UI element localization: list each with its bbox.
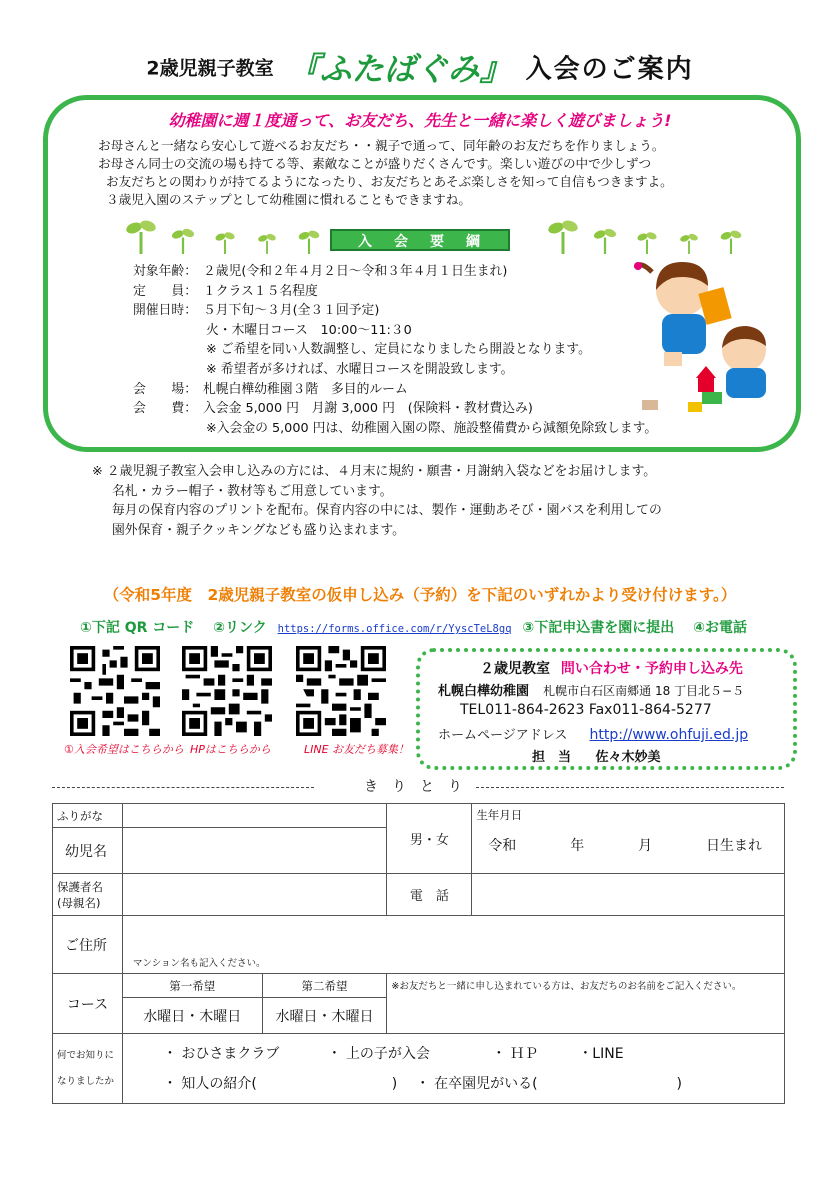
contact-title-line — [480, 658, 743, 678]
month-label: 月 — [638, 838, 653, 854]
fee-label: 会 費： — [133, 401, 197, 417]
mansion-note: マンション名も記入ください。 — [132, 958, 266, 969]
option-acquaintance[interactable]: ・ 知人の紹介( — [162, 1075, 257, 1092]
intro-line: お母さんと一緒なら安心して遊べるお友だち・・親子で通って、同年齢のお友だちを作りましょう。 — [98, 138, 665, 153]
address-label: ご住所 — [53, 916, 123, 974]
homepage-link[interactable]: http://www.ohfuji.ed.jp — [589, 727, 749, 743]
age-value: ２歳児(令和２年４月２日～令和３年４月１日生まれ) — [203, 264, 508, 279]
note-line: 園外保育・親子クッキングなども盛り込まれます。 — [112, 522, 405, 538]
schedule-value: ５月下旬～３月(全３１回予定) — [203, 303, 380, 319]
sprout-icon — [294, 226, 324, 254]
sprout-icon — [168, 224, 198, 254]
schedule-note-2: ※ 希望者が多ければ、水曜日コースを開設致します。 — [206, 361, 514, 377]
guardian-field[interactable] — [122, 874, 386, 916]
class-name: 『ふたばぐみ』 — [287, 50, 512, 88]
note-line: 名札・カラー帽子・教材等もご用意しています。 — [112, 483, 393, 499]
source-options-row-2 — [163, 1069, 780, 1099]
source-question — [53, 1034, 123, 1104]
title-suffix: 入会のご案内 — [525, 54, 694, 85]
application-methods — [80, 617, 747, 637]
child-name-label: 幼児名 — [53, 828, 123, 874]
qr-code-line[interactable] — [296, 646, 386, 736]
sprout-icon — [548, 214, 578, 254]
sprout-row-left — [126, 208, 324, 254]
person-line — [532, 746, 661, 765]
era-label: 令和 — [488, 838, 517, 854]
requirements-details — [133, 262, 657, 438]
contact-org: ２歳児教室 — [480, 661, 550, 677]
fee-note: ※入会金の 5,000 円は、幼稚園入園の際、施設整備費から減額免除致します。 — [206, 420, 658, 436]
guardian-cell — [53, 874, 123, 916]
cut-line — [0, 776, 840, 800]
qr-code-application[interactable] — [70, 646, 160, 736]
qr-caption-line: LINE お友だち募集！ — [304, 743, 410, 756]
contact-school-line — [438, 680, 744, 699]
headline: 幼稚園に週１度通って、お友だち、先生と一緒に楽しく遊びましょう! — [168, 111, 672, 130]
option-sibling[interactable]: ・ 上の子が入会 — [327, 1045, 430, 1062]
contact-box — [416, 648, 797, 770]
school-address: 札幌市白石区南郷通 18 丁目北５−５ — [543, 684, 745, 698]
acquaintance-close: ) — [391, 1075, 398, 1092]
capacity-label: 定 員： — [133, 283, 197, 299]
alumni-close: ) — [676, 1075, 682, 1092]
child-name-field[interactable] — [122, 828, 386, 874]
intro-line: ３歳児入園のステップとして幼稚園に慣れることもできますね。 — [106, 192, 471, 207]
venue-label: 会 場： — [133, 381, 197, 397]
second-choice-field[interactable]: 水曜日・木曜日 — [262, 998, 387, 1034]
application-form — [52, 803, 785, 1104]
source-options — [122, 1034, 784, 1104]
sprout-icon — [590, 224, 620, 254]
school-name: 札幌白樺幼稚園 — [438, 684, 530, 699]
course-time: 火・木曜日コース 10:00～11:３0 — [206, 322, 412, 338]
fee-value: 入会金 5,000 円 月謝 3,000 円 (保険料・教材費込み) — [203, 401, 533, 417]
course-label: コース — [53, 974, 123, 1034]
option-hp[interactable]: ・ ＨＰ — [491, 1045, 539, 1062]
qr-caption-application: ①入会希望はこちらから — [64, 743, 184, 756]
source-question-line: 何でお知りに — [57, 1049, 115, 1061]
birthdate-parts — [476, 823, 780, 855]
homepage-line — [438, 724, 748, 743]
contact-phone: TEL011-864-2623 Fax011-864-5277 — [460, 702, 712, 718]
day-label: 日生まれ — [705, 838, 762, 854]
notes — [92, 462, 662, 540]
friend-note: ※お友だちと一緒に申し込まれている方は、お友だちのお名前をご記入ください。 — [391, 981, 742, 992]
year-label: 年 — [570, 838, 585, 854]
sprout-row-right — [548, 208, 746, 254]
title-prefix: 2歳児親子教室 — [146, 57, 274, 80]
homepage-label: ホームページアドレス — [438, 728, 568, 743]
intro-line: お母さん同士の交流の場も持てる等、素敵なことが盛りだくさんです。楽しい遊びの中で少しずつ — [98, 156, 652, 171]
method-link: ②リンク — [213, 620, 267, 636]
phone-field[interactable] — [472, 874, 785, 916]
children-playing-illustration — [632, 250, 782, 420]
source-options-row-1 — [163, 1039, 780, 1069]
first-choice-field[interactable]: 水曜日・木曜日 — [122, 998, 262, 1034]
furigana-label: ふりがな — [53, 804, 123, 828]
requirements-banner: 入会要綱 — [330, 229, 510, 251]
qr-caption-homepage: HPはこちらから — [190, 743, 271, 756]
friend-name-field[interactable] — [387, 974, 785, 1034]
sprout-icon — [210, 228, 240, 254]
phone-label: 電 話 — [387, 874, 472, 916]
address-field[interactable] — [122, 916, 784, 974]
page-title — [0, 44, 840, 90]
sprout-icon — [126, 214, 156, 254]
second-choice-label: 第二希望 — [262, 974, 387, 998]
reservation-notice: （令和5年度 2歳児親子教室の仮申し込み（予約）を下記のいずれかより受け付けます。） — [103, 586, 737, 604]
intro-text — [98, 137, 788, 209]
method-phone: ④お電話 — [693, 620, 747, 636]
method-paper: ③下記申込書を園に提出 — [522, 620, 675, 636]
form-link[interactable]: https://forms.office.com/r/YyscTeL8gq — [277, 623, 512, 635]
age-label: 対象年齢： — [133, 264, 197, 279]
schedule-label: 開催日時： — [133, 303, 197, 319]
birthdate-field[interactable] — [472, 804, 785, 874]
furigana-field[interactable] — [122, 804, 386, 828]
source-question-line: なりましたか — [57, 1075, 115, 1087]
birthdate-label: 生年月日 — [476, 808, 523, 822]
cut-label: きりとり — [364, 779, 476, 795]
option-alumni[interactable]: ・ 在卒園児がいる( — [415, 1075, 538, 1092]
gender-field[interactable]: 男・女 — [387, 804, 472, 874]
first-choice-label: 第一希望 — [122, 974, 262, 998]
contact-title: 問い合わせ・予約申し込み先 — [560, 661, 743, 677]
guardian-label: 保護者名 — [57, 879, 103, 894]
note-line: ※ ２歳児親子教室入会申し込みの方には、４月末に規約・願書・月謝納入袋などをお届けします。 — [92, 464, 657, 479]
qr-code-homepage[interactable] — [182, 646, 272, 736]
person-name: 佐々木妙美 — [595, 750, 661, 765]
note-line: 毎月の保育内容のプリントを配布。保育内容の中には、製作・運動あそび・園バスを利用しての — [112, 503, 662, 518]
capacity-value: １クラス１５名程度 — [203, 283, 318, 299]
option-line[interactable]: ・LINE — [578, 1045, 624, 1062]
schedule-note-1: ※ ご希望を同い人数調整し、定員になりましたら開設となります。 — [206, 342, 591, 358]
intro-line: お友だちとの関わりが持てるようになったり、お友だちとあそぶ楽しさを知って自信もつきますよ。 — [106, 174, 673, 189]
venue-value: 札幌白樺幼稚園３階 多目的ルーム — [203, 381, 408, 397]
method-qr: ①下記 QR コード — [80, 620, 195, 636]
option-ohisama[interactable]: ・ おひさまクラブ — [162, 1045, 280, 1062]
person-label: 担 当 — [532, 750, 572, 765]
guardian-sub-label: (母親名) — [57, 895, 101, 910]
sprout-icon — [252, 230, 282, 254]
